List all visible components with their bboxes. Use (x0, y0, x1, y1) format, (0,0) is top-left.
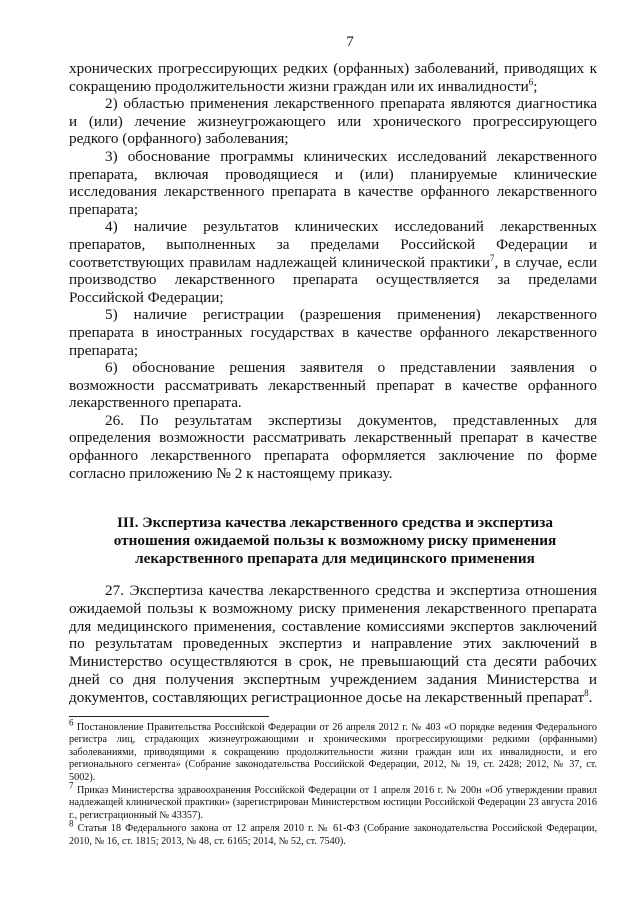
footnote-text: Постановление Правительства Российской Федерации от 26 апреля 2012 г. № 403 «О порядке ведения Федерального регистра лиц, страдающих жизнеугрожающими и хроническими прогрессирующими редкими (орфанными) заболеваниями, приводящими к сокращению продолжительности жизни граждан или их инвалидности, и его регионального сегмента» (Собрание законодательства Российской Федерации, 2012, № 19, ст. 2428; 2012, № 37, ст. 5002). (69, 722, 597, 783)
footnote (69, 780, 597, 822)
paragraph-item-6 (69, 359, 597, 412)
footnote-text: Статья 18 Федерального закона от 12 апреля 2010 г. № 61-ФЗ (Собрание законодательства Российской Федерации, 2010, № 16, ст. 1815; 2013, № 48, ст. 6165; 2014, № 52, ст. 7540). (69, 823, 597, 847)
paragraph-27 (69, 582, 597, 707)
paragraph-text-tail: ; (533, 77, 538, 95)
section-heading: III. Экспертиза качества лекарственного средства и экспертиза отношения ожидаемой пользы к возможному риску применения лекарственного препарата для медицинского применения (113, 514, 557, 567)
paragraph-item-3 (69, 148, 597, 218)
paragraph-item-5 (69, 306, 597, 359)
paragraph-text: 5) наличие регистрации (разрешения применения) лекарственного препарата в иностранных государствах в качестве орфанного лекарственного препарата; (69, 306, 597, 359)
footnote-mark: 7 (69, 780, 74, 791)
paragraph-text: 27. Экспертиза качества лекарственного средства и экспертиза отношения ожидаемой пользы к возможному риску применения лекарственного препарата для медицинского применения, составление комиссиями экспертов заключений по результатам проведенных экспертиз и направление этих заключений в Министерство осуществляются в срок, не превышающий ста десяти рабочих дней со дня получения экспертным учреждением задания Министерства и документов, составляющих регистрационное досье на лекарственный препарат (69, 582, 597, 706)
body-text (69, 60, 597, 482)
footnote-mark: 8 (69, 818, 74, 829)
paragraph-text: 4) наличие результатов клинических исследований лекарственных препаратов, выполненных за пределами Российской Федерации и соответствующих правилам надлежащей клинической практики (69, 218, 597, 271)
footnote-ref: 7 (490, 252, 495, 263)
footnote (69, 818, 597, 848)
footnotes (69, 717, 597, 849)
footnote-ref: 6 (528, 76, 534, 87)
footnote (69, 717, 597, 784)
paragraph-26 (69, 412, 597, 482)
paragraph-text: 6) обоснование решения заявителя о представлении заявления о возможности рассматривать лекарственный препарат в качестве орфанного лекарственного препарата. (69, 359, 597, 412)
paragraph-continuation (69, 60, 597, 95)
paragraph-text-tail: , в случае, если производство лекарственного препарата осуществляется за пределами Российской Федерации; (69, 253, 597, 306)
paragraph-item-4 (69, 218, 597, 306)
paragraph-text-tail: . (588, 688, 593, 706)
footnote-ref: 8 (584, 687, 589, 698)
paragraph-text: 26. По результатам экспертизы документов, представленных для определения возможности рассматривать лекарственный препарат в качестве орфанного лекарственного препарата оформляется заключение по форме согласно приложению № 2 к настоящему приказу. (69, 411, 597, 482)
paragraph-item-2 (69, 95, 597, 148)
paragraph-text: хронических прогрессирующих редких (орфанных) заболеваний, приводящих к сокращению продолжительности жизни граждан или их инвалидности (69, 60, 597, 95)
paragraph-text: 3) обоснование программы клинических исследований лекарственного препарата, включая проводящиеся и (или) планируемые клинические исследования лекарственного препарата в качестве орфанного лекарственного препарата; (69, 147, 597, 218)
page-number: 7 (346, 34, 354, 50)
footnote-mark: 6 (69, 717, 74, 728)
footnote-separator (69, 716, 269, 717)
footnote-text: Приказ Министерства здравоохранения Российской Федерации от 1 апреля 2016 г. № 200н «Об утверждении правил надлежащей клинической практики» (зарегистрирован Министерством юстиции Российской Федерации 23 августа 2016 г., регистрационный № 43357). (69, 785, 597, 821)
paragraph-text: 2) областью применения лекарственного препарата являются диагностика и (или) лечение жизнеугрожающего или хронического прогрессирующего редкого (орфанного) заболевания; (69, 95, 597, 148)
